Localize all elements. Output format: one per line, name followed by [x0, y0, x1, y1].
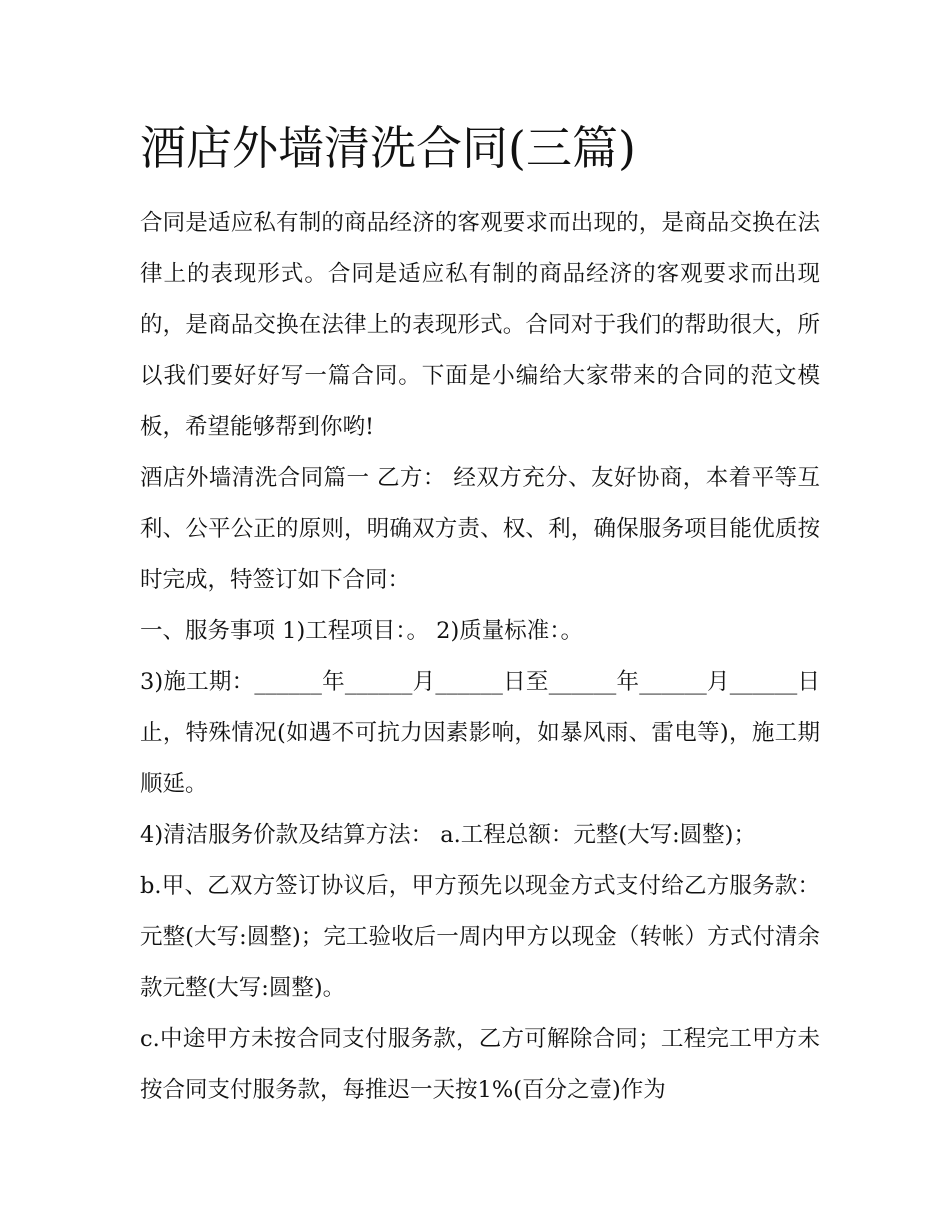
intro-paragraph: 合同是适应私有制的商品经济的客观要求而出现的，是商品交换在法律上的表现形式。合同是适应私有制的商品经济的客观要求而出现的，是商品交换在法律上的表现形式。合同对于我们的帮助很大，所以我们要好好写一篇合同。下面是小编给大家带来的合同的范文模板，希望能够帮到你哟! [140, 210, 820, 440]
price-settlement-paragraph: 4)清洁服务价款及结算方法： a.工程总额：元整(大写:圆整)； [140, 822, 756, 848]
service-items-paragraph: 一、服务事项 1)工程项目：。 2)质量标准：。 [140, 618, 583, 644]
document-title: 酒店外墙清洗合同(三篇) [140, 121, 636, 175]
construction-period-paragraph: 3)施工期：______年______月______日至______年______月______日止，特殊情况(如遇不可抗力因素影响，如暴风雨、雷电等)，施工期顺延。 [140, 669, 820, 797]
contract-preamble-paragraph: 酒店外墙清洗合同篇一 乙方： 经双方充分、友好协商，本着平等互利、公平公正的原则，明确双方责、权、利，确保服务项目能优质按时完成，特签订如下合同： [140, 465, 820, 593]
payment-terms-paragraph: b.甲、乙双方签订协议后，甲方预先以现金方式支付给乙方服务款：元整(大写:圆整)；完工验收后一周内甲方以现金（转帐）方式付清余款元整(大写:圆整)。 [140, 873, 820, 1001]
late-payment-paragraph: c.中途甲方未按合同支付服务款，乙方可解除合同；工程完工甲方未按合同支付服务款，每推迟一天按1%(百分之壹)作为 [140, 1026, 820, 1103]
document-page [140, 112, 820, 1116]
